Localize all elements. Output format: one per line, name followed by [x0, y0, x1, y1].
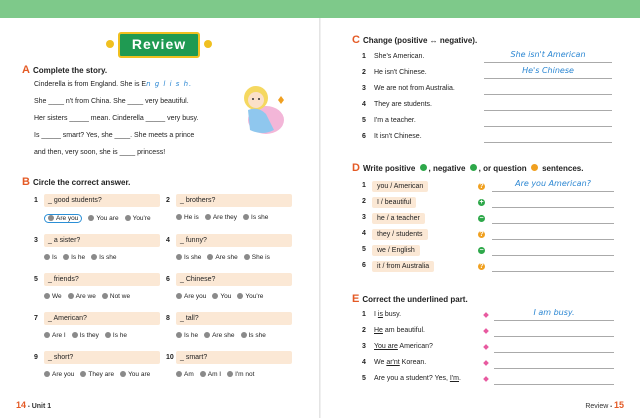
answer-options [44, 254, 123, 261]
item-number: 3 [362, 343, 366, 350]
answer-option[interactable] [44, 293, 62, 300]
sentence-end: . [459, 375, 461, 382]
question-number: 3 [34, 237, 38, 244]
option-bullet-icon [176, 254, 182, 260]
item-number: 5 [362, 117, 366, 124]
book-gutter [319, 18, 321, 418]
answer-option-label: She is [251, 254, 270, 261]
answer-line[interactable] [492, 243, 614, 256]
option-bullet-icon [68, 293, 74, 299]
option-bullet-icon [205, 214, 211, 220]
item-number: 2 [362, 69, 366, 76]
item-sentence: We are not from Australia. [374, 85, 455, 92]
answer-option-label: Are I [52, 332, 66, 339]
answer-option[interactable] [91, 254, 116, 261]
answer-line[interactable] [492, 195, 614, 208]
answer-option-label: Is she [251, 214, 269, 221]
answer-option-label: Are they [212, 214, 238, 221]
item-sentence [374, 359, 426, 366]
answer-option-label: Am I [207, 371, 222, 378]
section-d-title-4: sentences. [539, 164, 584, 173]
underlined-part: ar'nt [386, 359, 400, 366]
answer-option-label: Is [52, 254, 58, 261]
answer-option[interactable] [105, 332, 127, 339]
item-number: 4 [362, 359, 366, 366]
story-line-5: and then, very soon, she is ____ princess! [34, 149, 166, 156]
positive-icon: + [479, 199, 484, 206]
answer-line[interactable] [484, 130, 612, 143]
answer-option[interactable] [176, 293, 206, 300]
section-a-story [34, 76, 198, 161]
section-a-heading [22, 64, 107, 76]
option-bullet-icon [241, 332, 247, 338]
negative-icon: − [479, 247, 484, 254]
section-d-title-2: , negative [428, 164, 466, 173]
answer-line[interactable] [494, 340, 614, 353]
item-number: 6 [362, 133, 366, 140]
option-bullet-icon [212, 293, 218, 299]
answer-option[interactable] [88, 215, 118, 222]
answer-option[interactable] [72, 332, 99, 339]
question-prompt: _ funny? [176, 234, 292, 247]
option-bullet-icon [44, 254, 50, 260]
answer-option[interactable] [176, 371, 194, 378]
question-number: 8 [166, 315, 170, 322]
option-bullet-icon [204, 332, 210, 338]
answer-options [176, 371, 260, 378]
question-icon: ? [479, 231, 484, 238]
answer-option[interactable] [125, 215, 151, 222]
section-b-heading [22, 176, 130, 188]
negative-icon: − [479, 215, 484, 222]
answer-option-label: They are [88, 371, 115, 378]
item-number: 2 [362, 327, 366, 334]
answer-option-label: Are she [212, 332, 235, 339]
answer-option-label: You [220, 293, 232, 300]
item-number: 1 [362, 311, 366, 318]
item-number: 1 [362, 53, 366, 60]
sentence-start: We [374, 359, 387, 366]
story-answer-handwritten: n g l i s h. [146, 80, 193, 88]
answer-option[interactable] [212, 293, 231, 300]
handwritten-answer: Are you American? [515, 179, 591, 188]
answer-line[interactable] [484, 82, 612, 95]
answer-options [44, 371, 156, 378]
answer-line[interactable] [484, 114, 612, 127]
question-prompt: _ good students? [44, 194, 160, 207]
answer-option-label: You're [132, 215, 151, 222]
section-e-heading [352, 293, 468, 305]
word-prompt: I / beautiful [372, 197, 416, 208]
section-a-title: Complete the story. [32, 66, 108, 75]
answer-option-label: Are we [75, 293, 96, 300]
answer-option-label: You are [96, 215, 119, 222]
section-c-heading [352, 34, 477, 46]
section-d-heading [352, 162, 583, 174]
answer-option[interactable] [68, 293, 96, 300]
section-d-title-3: , or question [478, 164, 527, 173]
section-d-title-1: Write positive [362, 164, 416, 173]
negative-icon [470, 164, 477, 171]
word-prompt: it / from Australia [372, 261, 434, 272]
answer-option[interactable] [44, 332, 66, 339]
option-bullet-icon [176, 371, 182, 377]
footer-right: Review • 15 [585, 400, 624, 410]
sentence-start: I [374, 311, 378, 318]
review-banner: Review [118, 32, 200, 58]
question-prompt: _ a sister? [44, 234, 160, 247]
answer-option[interactable] [44, 254, 57, 261]
answer-option[interactable] [120, 371, 150, 378]
option-bullet-icon [244, 254, 250, 260]
question-number: 10 [166, 354, 174, 361]
section-b-letter: B [22, 176, 30, 188]
item-number: 4 [362, 101, 366, 108]
answer-option[interactable] [200, 371, 221, 378]
answer-option[interactable] [44, 371, 74, 378]
option-bullet-icon [227, 371, 233, 377]
question-number: 6 [166, 276, 170, 283]
answer-option-label: Am [184, 371, 194, 378]
underlined-part: I'm [449, 375, 460, 382]
question-number: 2 [166, 197, 170, 204]
story-line-2: She ____ n't from China. She ____ very beautiful. [34, 98, 189, 105]
question-prompt: _ smart? [176, 351, 292, 364]
option-bullet-icon [237, 293, 243, 299]
option-bullet-icon [176, 293, 182, 299]
handwritten-answer: He's Chinese [522, 66, 574, 75]
answer-options [176, 214, 274, 221]
item-sentence: I'm a teacher. [374, 117, 416, 124]
story-line-1 [34, 76, 198, 93]
item-number: 2 [362, 198, 366, 205]
option-bullet-icon [243, 214, 249, 220]
page-number-left: 14 [16, 400, 27, 410]
question-prompt: _ brothers? [176, 194, 292, 207]
answer-option[interactable] [204, 332, 234, 339]
item-sentence: It isn't Chinese. [374, 133, 422, 140]
section-e-letter: E [352, 293, 360, 305]
answer-line[interactable] [484, 98, 612, 111]
option-bullet-icon [120, 371, 126, 377]
underlined-part: You are [374, 343, 398, 350]
answer-line[interactable] [492, 211, 614, 224]
item-number: 5 [362, 246, 366, 253]
answer-option-label: Is he [184, 332, 199, 339]
answer-line[interactable] [492, 227, 614, 240]
item-sentence: They are students. [374, 101, 432, 108]
answer-option[interactable] [241, 332, 266, 339]
unit-label: Unit 1 [31, 403, 52, 410]
answer-options [176, 254, 276, 261]
question-icon: ? [479, 183, 484, 190]
answer-option-label: I'm not [235, 371, 255, 378]
answer-option[interactable] [176, 214, 199, 221]
word-prompt: they / students [372, 229, 428, 240]
answer-option[interactable] [237, 293, 263, 300]
answer-option-label: Are you [52, 371, 75, 378]
answer-option[interactable] [227, 371, 254, 378]
option-bullet-icon [63, 254, 69, 260]
item-sentence: He isn't Chinese. [374, 69, 427, 76]
handwritten-answer: She isn't American [510, 50, 586, 59]
item-sentence: She's American. [374, 53, 425, 60]
underlined-part: is [377, 311, 383, 318]
review-label: Review [585, 403, 609, 410]
sentence-end: busy. [382, 311, 402, 318]
answer-option-label: You are [128, 371, 151, 378]
answer-option[interactable] [44, 214, 82, 223]
question-prompt: _ friends? [44, 273, 160, 286]
answer-option-label: He is [184, 214, 199, 221]
question-prompt: _ Chinese? [176, 273, 292, 286]
answer-option[interactable] [63, 254, 85, 261]
sentence-end: am beautiful. [382, 327, 425, 334]
answer-option[interactable] [243, 214, 268, 221]
item-sentence [374, 311, 401, 318]
answer-option-label: We [52, 293, 62, 300]
option-bullet-icon [207, 254, 213, 260]
answer-option[interactable] [205, 214, 237, 221]
question-icon: ? [479, 263, 484, 270]
option-bullet-icon [176, 332, 182, 338]
answer-option-label: You're [245, 293, 264, 300]
section-a-letter: A [22, 64, 30, 76]
option-bullet-icon [80, 371, 86, 377]
option-bullet-icon [44, 371, 50, 377]
section-c-title: Change (positive ↔ negative). [362, 36, 478, 45]
section-e-title: Correct the underlined part. [362, 295, 468, 304]
answer-option-label: Are she [215, 254, 238, 261]
question-number: 1 [34, 197, 38, 204]
item-number: 3 [362, 85, 366, 92]
answer-options [44, 332, 133, 339]
answer-option-label: Is she [99, 254, 117, 261]
story-line-4: Is _____ smart? Yes, she ____. She meets a prince [34, 132, 195, 139]
answer-option[interactable] [102, 293, 130, 300]
option-bullet-icon [88, 215, 94, 221]
item-sentence [374, 343, 433, 350]
handwritten-answer: I am busy. [533, 308, 575, 317]
answer-option-label: Is she [248, 332, 266, 339]
answer-option-label: Is he [71, 254, 86, 261]
answer-option-label: Is she [184, 254, 202, 261]
option-bullet-icon [44, 293, 50, 299]
answer-option-label: Is he [112, 332, 127, 339]
sentence-end: American? [397, 343, 433, 350]
answer-line[interactable] [494, 324, 614, 337]
question-number: 7 [34, 315, 38, 322]
option-bullet-icon [91, 254, 97, 260]
item-number: 6 [362, 262, 366, 269]
question-prompt: _ short? [44, 351, 160, 364]
option-bullet-icon [44, 332, 50, 338]
item-number: 4 [362, 230, 366, 237]
answer-option[interactable] [207, 254, 237, 261]
section-c-letter: C [352, 34, 360, 46]
underlined-part: He [374, 327, 383, 334]
option-bullet-icon [176, 214, 182, 220]
question-number: 5 [34, 276, 38, 283]
footer-left: 14 • Unit 1 [16, 400, 52, 410]
answer-option[interactable] [176, 254, 201, 261]
option-bullet-icon [125, 215, 131, 221]
item-number: 3 [362, 214, 366, 221]
answer-option-label: Are you [184, 293, 207, 300]
item-number: 5 [362, 375, 366, 382]
answer-options [44, 214, 157, 223]
sentence-start: Are you a student? Yes, [374, 375, 450, 382]
item-sentence [374, 375, 461, 382]
answer-option[interactable] [80, 371, 114, 378]
word-prompt: you / American [372, 181, 428, 192]
item-number: 1 [362, 182, 366, 189]
story-line-1-text: Cinderella is from England. She is E [34, 81, 147, 88]
question-prompt: _ tall? [176, 312, 292, 325]
story-line-3: Her sisters _____ mean. Cinderella _____ very busy. [34, 115, 199, 122]
answer-options [176, 293, 269, 300]
answer-options [44, 293, 136, 300]
word-prompt: we / English [372, 245, 420, 256]
question-number: 9 [34, 354, 38, 361]
option-bullet-icon [72, 332, 78, 338]
answer-option-label: Is they [79, 332, 99, 339]
sentence-end: Korean. [399, 359, 427, 366]
option-bullet-icon [102, 293, 108, 299]
cinderella-illustration [234, 80, 288, 140]
page-number-right: 15 [613, 400, 624, 410]
answer-line[interactable] [494, 356, 614, 369]
answer-option[interactable] [244, 254, 270, 261]
question-number: 4 [166, 237, 170, 244]
answer-line[interactable] [494, 372, 614, 385]
option-bullet-icon [105, 332, 111, 338]
item-sentence [374, 327, 425, 334]
answer-line[interactable] [492, 259, 614, 272]
answer-option-label: Not we [109, 293, 131, 300]
answer-option[interactable] [176, 332, 198, 339]
section-d-letter: D [352, 162, 360, 174]
top-color-band [0, 0, 640, 18]
question-icon [531, 164, 538, 171]
option-bullet-icon [200, 371, 206, 377]
answer-options [176, 332, 272, 339]
section-b-title: Circle the correct answer. [32, 178, 131, 187]
answer-option-label: Are you [56, 215, 79, 222]
question-prompt: _ American? [44, 312, 160, 325]
word-prompt: he / a teacher [372, 213, 425, 224]
positive-icon [420, 164, 427, 171]
option-bullet-icon [48, 215, 54, 221]
